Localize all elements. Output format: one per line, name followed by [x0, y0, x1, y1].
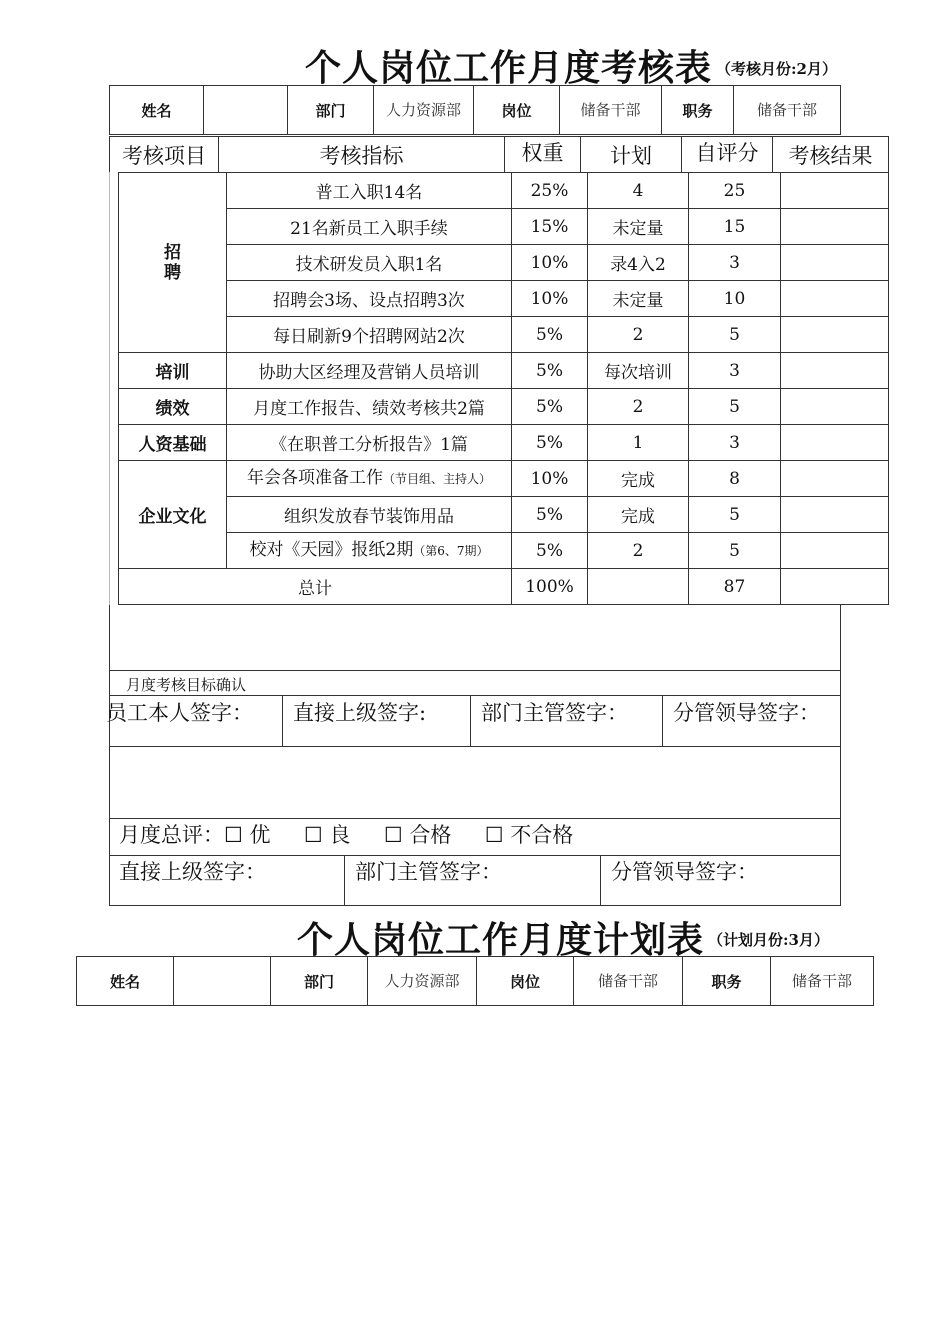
option-excellent: 优 — [249, 823, 271, 847]
plan-post-value[interactable]: 储备干部 — [574, 957, 683, 1006]
col-result: 考核结果 — [773, 137, 889, 173]
table-row — [119, 281, 889, 317]
plan-cell: 4 — [588, 173, 689, 209]
table-row — [119, 173, 889, 209]
score-cell: 5 — [689, 317, 781, 353]
category-hr-basic: 人资基础 — [119, 425, 227, 461]
result-cell[interactable] — [781, 353, 889, 389]
plan-dept-value[interactable]: 人力资源部 — [368, 957, 477, 1006]
total-label: 总计 — [119, 569, 512, 605]
total-plan — [588, 569, 689, 605]
indicator-cell: 21名新员工入职手续 — [227, 209, 512, 245]
name-label: 姓名 — [110, 86, 204, 135]
dept-head-signature[interactable]: 部门主管签字： — [481, 701, 628, 725]
score-cell: 8 — [689, 461, 781, 497]
score-cell: 3 — [689, 425, 781, 461]
indicator-cell: 协助大区经理及营销人员培训 — [227, 353, 512, 389]
checkbox-fail[interactable]: ☐ — [484, 823, 504, 847]
plan-cell: 2 — [588, 533, 689, 569]
table-row — [119, 533, 889, 569]
weight-cell: 5% — [512, 533, 588, 569]
indicator-cell: 《在职普工分析报告》1篇 — [227, 425, 512, 461]
result-cell[interactable] — [781, 209, 889, 245]
review-header-table — [109, 85, 841, 135]
indicator-cell: 年会各项准备工作（节目组、主持人） — [227, 461, 512, 497]
plan-duty-label: 职务 — [683, 957, 771, 1006]
review-title: 个人岗位工作月度考核表 — [305, 47, 713, 89]
result-cell[interactable] — [781, 389, 889, 425]
col-weight: 权重 — [505, 137, 581, 173]
table-row — [119, 425, 889, 461]
supervisor-signature-2[interactable]: 直接上级签字： — [119, 860, 266, 884]
score-cell: 5 — [689, 389, 781, 425]
table-row — [119, 389, 889, 425]
table-row — [119, 497, 889, 533]
plan-name-label: 姓名 — [77, 957, 174, 1006]
left-border-line — [109, 172, 110, 606]
plan-cell: 1 — [588, 425, 689, 461]
plan-cell: 录4入2 — [588, 245, 689, 281]
leader-signature-2[interactable]: 分管领导签字： — [611, 860, 758, 884]
category-performance: 绩效 — [119, 389, 227, 425]
duty-label: 职务 — [662, 86, 734, 135]
score-cell: 3 — [689, 245, 781, 281]
checkbox-excellent[interactable]: ☐ — [224, 823, 243, 847]
result-cell[interactable] — [781, 533, 889, 569]
indicator-cell: 组织发放春节装饰用品 — [227, 497, 512, 533]
weight-cell: 5% — [512, 497, 588, 533]
plan-cell: 每次培训 — [588, 353, 689, 389]
category-training: 培训 — [119, 353, 227, 389]
result-cell[interactable] — [781, 281, 889, 317]
duty-value[interactable]: 储备干部 — [734, 86, 841, 135]
leader-signature[interactable]: 分管领导签字： — [673, 701, 820, 725]
score-cell: 3 — [689, 353, 781, 389]
score-cell: 25 — [689, 173, 781, 209]
option-fail: 不合格 — [510, 823, 574, 847]
weight-cell: 5% — [512, 353, 588, 389]
weight-cell: 10% — [512, 281, 588, 317]
col-plan: 计划 — [581, 137, 682, 173]
plan-title: 个人岗位工作月度计划表 — [297, 919, 705, 961]
plan-cell: 2 — [588, 317, 689, 353]
weight-cell: 5% — [512, 425, 588, 461]
indicator-cell: 月度工作报告、绩效考核共2篇 — [227, 389, 512, 425]
dept-head-signature-2[interactable]: 部门主管签字： — [355, 860, 502, 884]
plan-cell: 完成 — [588, 497, 689, 533]
post-label: 岗位 — [474, 86, 560, 135]
confirm-label: 月度考核目标确认 — [126, 676, 247, 694]
plan-cell: 未定量 — [588, 209, 689, 245]
category-culture: 企业文化 — [119, 461, 227, 569]
divider — [109, 746, 840, 747]
result-cell[interactable] — [781, 173, 889, 209]
col-self-score: 自评分 — [682, 137, 773, 173]
total-row — [119, 569, 889, 605]
total-weight: 100% — [512, 569, 588, 605]
evaluation-row — [119, 819, 573, 849]
divider — [344, 855, 345, 905]
evaluation-label: 月度总评： — [119, 823, 224, 847]
plan-post-label: 岗位 — [477, 957, 574, 1006]
plan-cell: 2 — [588, 389, 689, 425]
option-pass: 合格 — [409, 823, 452, 847]
divider — [470, 695, 471, 746]
total-result[interactable] — [781, 569, 889, 605]
plan-month: （计划月份:3月） — [708, 931, 829, 949]
checkbox-pass[interactable]: ☐ — [383, 823, 403, 847]
result-cell[interactable] — [781, 497, 889, 533]
weight-cell: 5% — [512, 317, 588, 353]
score-cell: 15 — [689, 209, 781, 245]
name-value[interactable] — [204, 86, 288, 135]
checkbox-good[interactable]: ☐ — [303, 823, 323, 847]
category-recruit: 招聘 — [119, 173, 227, 353]
plan-cell: 未定量 — [588, 281, 689, 317]
plan-dept-label: 部门 — [271, 957, 368, 1006]
indicator-cell: 招聘会3场、设点招聘3次 — [227, 281, 512, 317]
weight-cell: 15% — [512, 209, 588, 245]
table-row — [119, 245, 889, 281]
employee-signature[interactable]: 员工本人签字： — [106, 701, 253, 725]
divider — [662, 695, 663, 746]
dept-label: 部门 — [288, 86, 374, 135]
option-good: 良 — [329, 823, 351, 847]
col-indicator: 考核指标 — [219, 137, 505, 173]
plan-duty-value[interactable]: 储备干部 — [771, 957, 874, 1006]
divider — [109, 695, 840, 696]
result-cell[interactable] — [781, 317, 889, 353]
supervisor-signature[interactable]: 直接上级签字: — [293, 701, 427, 725]
result-cell[interactable] — [781, 425, 889, 461]
table-row — [119, 461, 889, 497]
plan-cell: 完成 — [588, 461, 689, 497]
table-row — [119, 209, 889, 245]
score-cell: 5 — [689, 497, 781, 533]
table-row — [119, 317, 889, 353]
plan-name-value[interactable] — [174, 957, 271, 1006]
indicator-cell: 校对《天园》报纸2期（第6、7期） — [227, 533, 512, 569]
dept-value[interactable]: 人力资源部 — [374, 86, 474, 135]
indicator-cell: 每日刷新9个招聘网站2次 — [227, 317, 512, 353]
divider — [282, 695, 283, 746]
column-header-table — [109, 136, 889, 172]
table-row — [119, 353, 889, 389]
col-item: 考核项目 — [110, 137, 219, 173]
divider — [109, 670, 840, 671]
plan-header-table — [76, 956, 874, 1006]
post-value[interactable]: 储备干部 — [560, 86, 662, 135]
weight-cell: 5% — [512, 389, 588, 425]
indicator-cell: 普工入职14名 — [227, 173, 512, 209]
weight-cell: 10% — [512, 461, 588, 497]
score-cell: 10 — [689, 281, 781, 317]
weight-cell: 10% — [512, 245, 588, 281]
score-cell: 5 — [689, 533, 781, 569]
indicator-cell: 技术研发员入职1名 — [227, 245, 512, 281]
weight-cell: 25% — [512, 173, 588, 209]
result-cell[interactable] — [781, 245, 889, 281]
assessment-table — [118, 172, 889, 605]
review-month: （考核月份:2月） — [716, 60, 837, 78]
divider — [600, 855, 601, 905]
total-score: 87 — [689, 569, 781, 605]
result-cell[interactable] — [781, 461, 889, 497]
